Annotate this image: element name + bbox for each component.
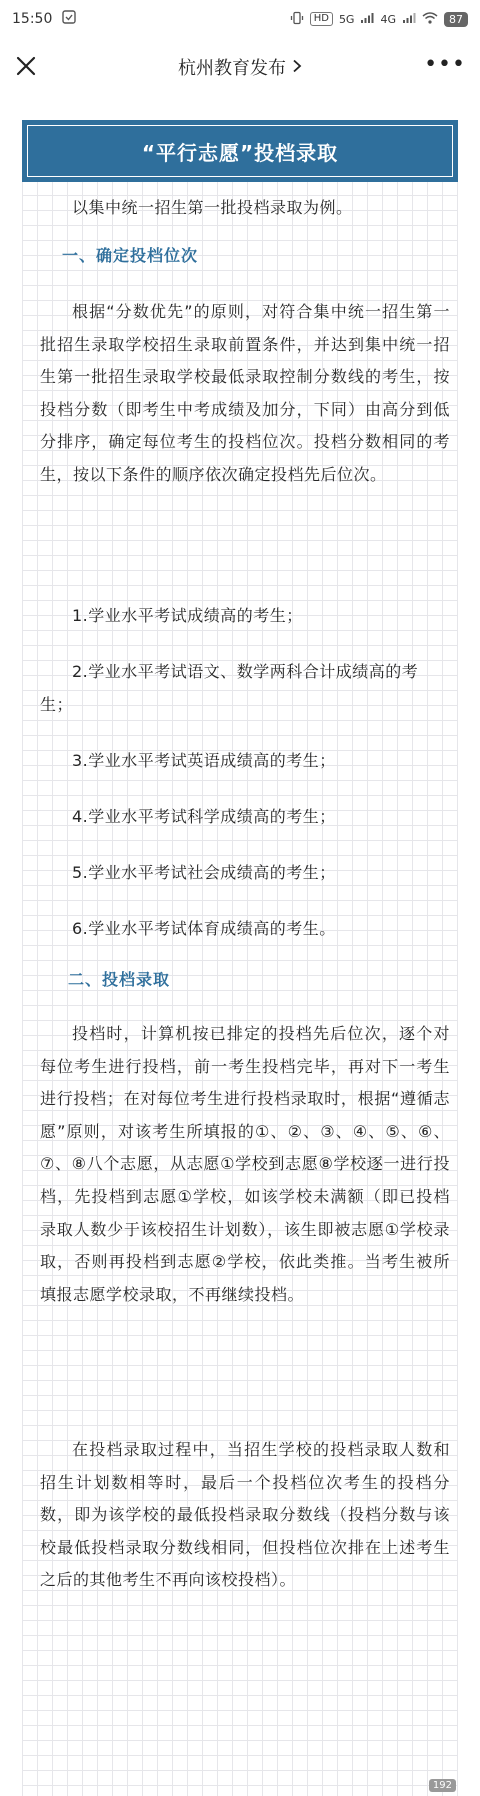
status-time: 15:50 bbox=[12, 11, 53, 27]
section1-heading: 一、确定投档位次 bbox=[62, 246, 199, 265]
notification-icon bbox=[62, 10, 76, 28]
status-bar bbox=[0, 0, 480, 38]
network-5g-label: 5G bbox=[338, 12, 355, 26]
section2-heading: 二、投档录取 bbox=[68, 970, 171, 989]
status-left bbox=[12, 10, 76, 28]
vibrate-icon bbox=[290, 11, 304, 28]
intro-paragraph: 以集中统一招生第一批投档录取为例。 bbox=[72, 198, 353, 217]
signal-4g-icon bbox=[402, 12, 416, 27]
article-body bbox=[22, 120, 458, 1796]
account-title-link[interactable] bbox=[178, 54, 302, 80]
criterion-item-4: 4.学业水平考试科学成绩高的考生； bbox=[72, 807, 336, 826]
banner-title: “平行志愿”投档录取 bbox=[27, 125, 453, 177]
network-4g-label: 4G bbox=[380, 12, 396, 26]
wifi-icon bbox=[422, 12, 438, 27]
battery-indicator: 87 bbox=[444, 12, 468, 27]
account-name: 杭州教育发布 bbox=[178, 58, 286, 79]
criterion-item-1: 1.学业水平考试成绩高的考生； bbox=[72, 606, 303, 625]
criterion-item-6: 6.学业水平考试体育成绩高的考生。 bbox=[72, 919, 336, 938]
signal-5g-icon bbox=[360, 12, 374, 27]
status-right bbox=[290, 11, 468, 28]
nav-bar bbox=[0, 38, 480, 96]
criterion-item-2: 2.学业水平考试语文、数学两科合计成绩高的考生； bbox=[40, 662, 419, 714]
section2-paragraph-1: 投档时，计算机按已排定的投档先后位次，逐个对每位考生进行投档，前一考生投档完毕，再对下一考生进行投档；在对每位考生进行投档录取时，根据“遵循志愿”原则，对该考生所填报的①、②、③、④、⑤、⑥、⑦、⑧八个志愿，从志愿①学校到志愿⑧学校逐一进行投档，先投档到志愿①学校，如该学校未满额（即已投档录取人数少于该校招生计划数），该生即被志愿①学校录取，否则再投档到志愿②学校，依此类推。当考生被所填报志愿学校录取，不再继续投档。 bbox=[40, 1024, 450, 1304]
chevron-right-icon bbox=[292, 57, 302, 78]
criterion-item-5: 5.学业水平考试社会成绩高的考生； bbox=[72, 863, 336, 882]
criterion-item-3: 3.学业水平考试英语成绩高的考生； bbox=[72, 751, 336, 770]
hd-badge: HD bbox=[310, 12, 333, 26]
section2-paragraph-2: 在投档录取过程中，当招生学校的投档录取人数和招生计划数相等时，最后一个投档位次考生的投档分数，即为该学校的最低投档录取分数线（投档分数与该校最低投档录取分数线相同，但投档位次排在上述考生之后的其他考生不再向该校投档）。 bbox=[40, 1440, 450, 1590]
section1-paragraph: 根据“分数优先”的原则，对符合集中统一招生第一批招生录取学校招生录取前置条件，并达到集中统一招生第一批招生录取学校最低录取控制分数线的考生，按投档分数（即考生中考成绩及加分，下同）由高分到低分排序，确定每位考生的投档位次。投档分数相同的考生，按以下条件的顺序依次确定投档先后位次。 bbox=[40, 302, 450, 484]
close-icon[interactable] bbox=[12, 52, 40, 80]
watermark-badge: 192 bbox=[429, 1779, 456, 1792]
more-options-icon[interactable]: ••• bbox=[424, 52, 466, 77]
section-banner bbox=[22, 120, 458, 182]
